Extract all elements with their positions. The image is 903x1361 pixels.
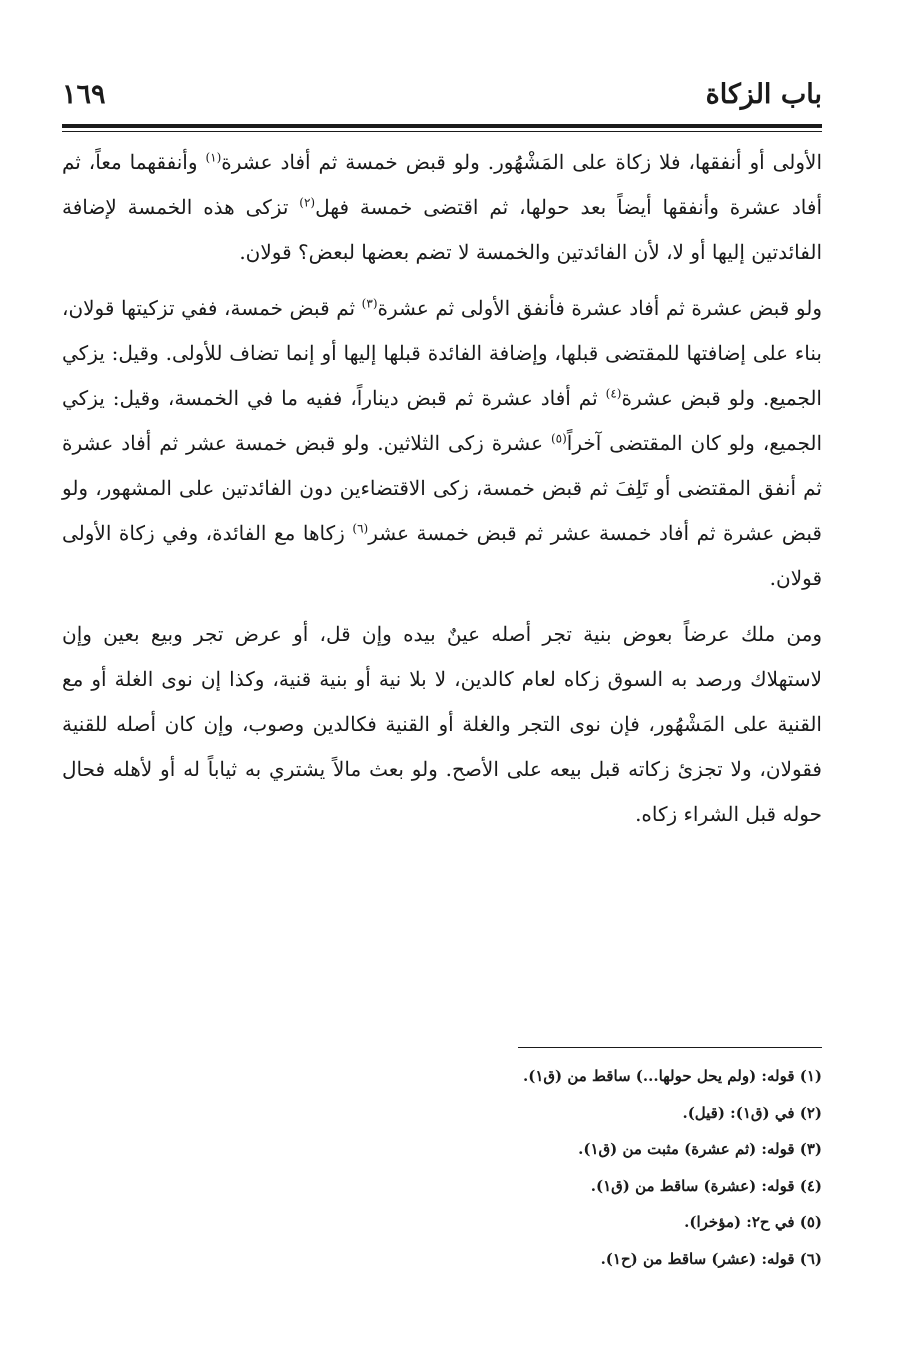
- page-number: ١٦٩: [62, 78, 106, 110]
- paragraph-3: ومن ملك عرضاً بعوض بنية تجر أصله عينٌ بيده وإن قل، أو عرض تجر وبيع بعين وإن لاستهلاك ورصد به السوق زكاه لعام كالدين، لا بلا نية أو بنية قنية، وكذا إن نوى الغلة أو مع القنية على المَشْهُور، فإن نوى التجر والغلة أو القنية فكالدين وصوب، وإن كان أصله للقنية فقولان، ولا تجزئ زكاته قبل بيعه على الأصح. ولو بعث مالاً يشتري به ثياباً له أو لأهله فحال حوله قبل الشراء زكاه.: [62, 622, 822, 826]
- footnote-ref-5[interactable]: (٥): [550, 431, 567, 446]
- footnote-2: (٢) في (ق١): (قيل).: [682, 1103, 822, 1122]
- body-text: [62, 140, 822, 837]
- footnote-ref-1[interactable]: (١): [205, 150, 222, 165]
- header-rule-thick: [62, 124, 822, 128]
- header-rule-thin: [62, 131, 822, 132]
- footnote-ref-3[interactable]: (٣): [361, 296, 378, 311]
- footnote-4: (٤) قوله: (عشرة) ساقط من (ق١).: [590, 1176, 822, 1195]
- book-page: [62, 0, 822, 1361]
- footnote-5: (٥) في ح٢: (مؤخرا).: [684, 1213, 822, 1231]
- chapter-title: باب الزكاة: [705, 78, 822, 110]
- footnote-1: (١) قوله: (ولم يحل حولها...) ساقط من (ق١).: [523, 1067, 822, 1085]
- paragraph-2: ولو قبض عشرة ثم أفاد عشرة فأنفق الأولى ثم عشرة$^{(٣)}$ ثم قبض خمسة، ففي تزكيتها قولان، بناء على إضافتها للمقتضى قبلها، وإضافة الفائدة قبلها إليها أو إنما تضاف للأولى. وقيل: يزكي الجميع. ولو قبض عشرة$^{(٤)}$ ثم أفاد عشرة ثم قبض ديناراً، ففيه ما في الخمسة، وقيل: يزكي الجميع، ولو كان المقتضى آخراً$^{(٥)}$ عشرة زكى الثلاثين. ولو قبض خمسة عشر ثم أفاد عشرة ثم أنفق المقتضى أو تَلِفَ ثم قبض خمسة، زكى الاقتضاءين دون الفائدتين على المشهور، ولو قبض عشرة ثم أفاد خمسة عشر ثم قبض خمسة عشر$^{(٦)}$ زكاها مع الفائدة، وفي زكاة الأولى قولان.: [62, 296, 823, 590]
- footnotes: [62, 1058, 822, 1277]
- footnote-separator: [518, 1047, 822, 1048]
- footnote-ref-2[interactable]: (٢): [299, 195, 316, 210]
- footnote-6: (٦) قوله: (عشر) ساقط من (ح١).: [600, 1249, 822, 1268]
- page-header: [62, 72, 822, 116]
- footnote-ref-4[interactable]: (٤): [605, 386, 622, 401]
- paragraph-1: الأولى أو أنفقها، فلا زكاة على المَشْهُور. ولو قبض خمسة ثم أفاد عشرة$^{(١)}$ وأنفقهما معاً، ثم أفاد عشرة وأنفقها أيضاً بعد حولها، ثم اقتضى خمسة فهل$^{(٢)}$ تزكى هذه الخمسة لإضافة الفائدتين إليها أو لا، لأن الفائدتين والخمسة لا تضم بعضها لبعض؟ قولان.: [62, 150, 823, 264]
- footnote-3: (٣) قوله: (ثم عشرة) مثبت من (ق١).: [578, 1140, 822, 1158]
- footnote-ref-6[interactable]: (٦): [352, 521, 369, 536]
